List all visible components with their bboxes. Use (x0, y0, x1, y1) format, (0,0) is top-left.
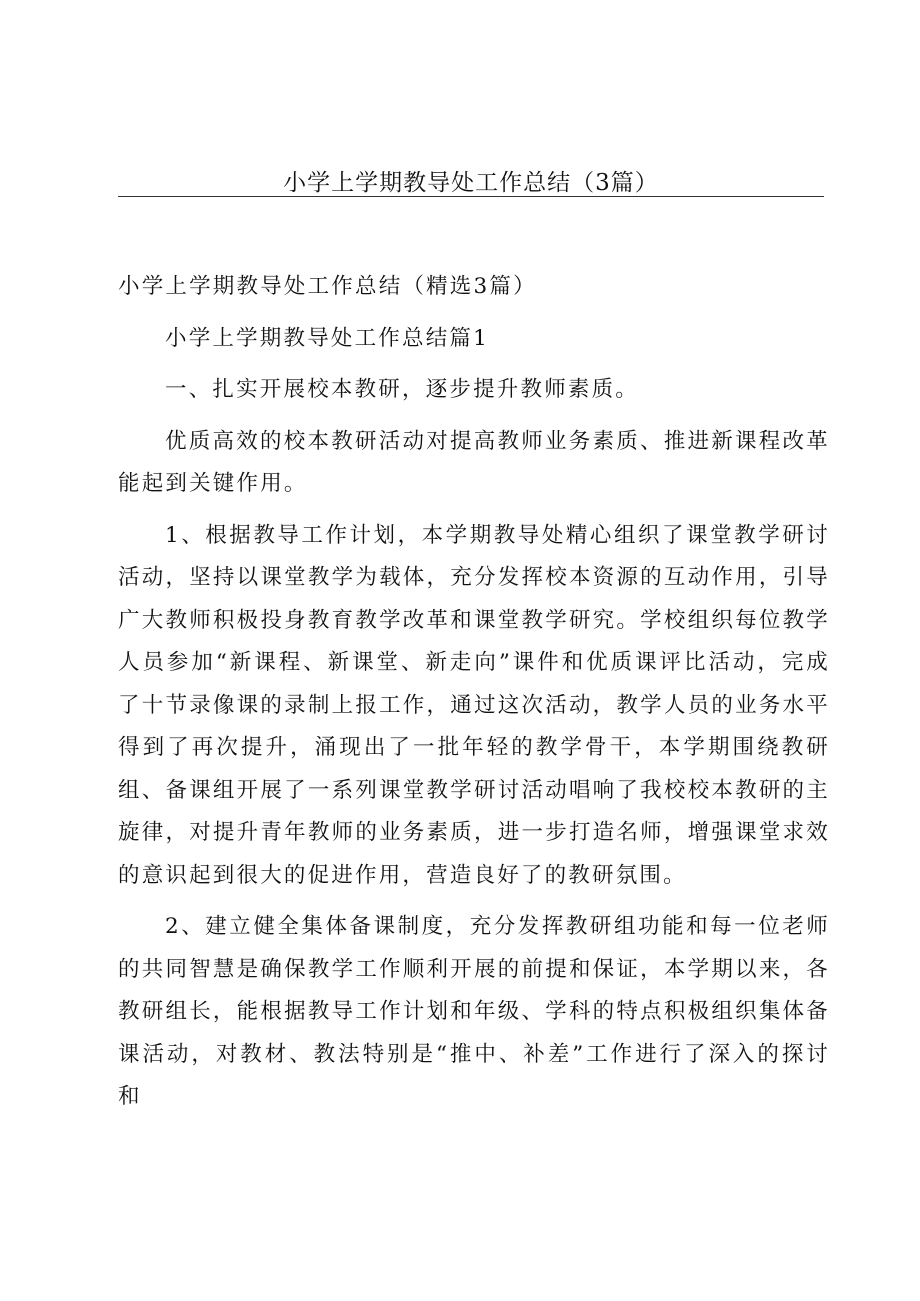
section-heading: 小学上学期教导处工作总结篇1 (165, 325, 489, 351)
body-paragraph: 优质高效的校本教研活动对提高教师业务素质、推进新课程改革能起到关键作用。 (118, 428, 830, 496)
title-underline (118, 196, 824, 197)
body-paragraph: 1、根据教导工作计划，本学期教导处精心组织了课堂教学研讨活动，坚持以课堂教学为载体，充分发挥校本资源的互动作用，引导广大教师积极投身教育教学改革和课堂教学研究。学校组织每位教学人员参加“新课程、新课堂、新走向”课件和优质课评比活动，完成了十节录像课的录制上报工作，通过这次活动，教学人员的业务水平得到了再次提升，涌现出了一批年轻的教学骨干，本学期围绕教研组、备课组开展了一系列课堂教学研讨活动唱响了我校校本教研的主旋律，对提升青年教师的业务素质，进一步打造名师，增强课堂求效的意识起到很大的促进作用，营造良好了的教研氛围。 (118, 522, 830, 888)
point-heading: 一、扎实开展校本教研，逐步提升教师素质。 (165, 377, 640, 402)
document-body (118, 266, 830, 1128)
body-paragraph: 2、建立健全集体备课制度，充分发挥教研组功能和每一位老师的共同智慧是确保教学工作顺利开展的前提和保证，本学期以来，各教研组长，能根据教导工作计划和年级、学科的特点积极组织集体备课活动，对教材、教法特别是“推中、补差”工作进行了深入的探讨和 (118, 914, 830, 1109)
document-title: 小学上学期教导处工作总结（3篇） (283, 170, 659, 196)
document-subtitle: 小学上学期教导处工作总结（精选3篇） (118, 274, 537, 299)
